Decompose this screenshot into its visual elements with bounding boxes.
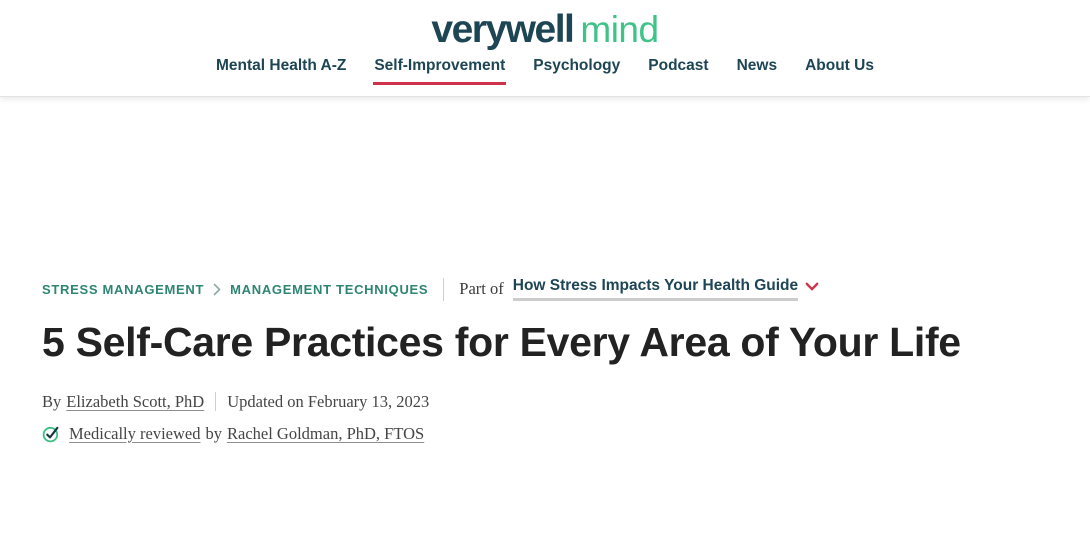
nav-item-psychology[interactable]: Psychology	[533, 57, 621, 74]
breadcrumb-category-link[interactable]: STRESS MANAGEMENT	[42, 281, 205, 297]
reviewer-link[interactable]: Rachel Goldman, PhD, FTOS	[226, 423, 425, 443]
site-logo[interactable]	[431, 8, 658, 52]
chevron-right-icon	[213, 283, 221, 296]
nav-item-self-improvement[interactable]: Self-Improvement	[373, 55, 506, 85]
breadcrumb	[42, 277, 1050, 301]
review-by-text: by	[205, 423, 222, 443]
article-header	[0, 97, 1090, 444]
site-header	[0, 0, 1090, 97]
medically-reviewed-link[interactable]: Medically reviewed	[69, 423, 201, 443]
nav-item-about-us[interactable]: About Us	[805, 57, 874, 74]
author-link[interactable]: Elizabeth Scott, PhD	[66, 391, 205, 411]
check-circle-icon	[42, 425, 60, 443]
guide-link-label: How Stress Impacts Your Health Guide	[513, 277, 798, 301]
byline	[42, 392, 1050, 412]
medical-review-row	[42, 424, 1050, 444]
breadcrumb-subcategory-link[interactable]: MANAGEMENT TECHNIQUES	[230, 281, 429, 297]
chevron-down-icon	[805, 279, 819, 297]
part-of-label: Part of	[459, 279, 504, 298]
nav-item-mental-health-az[interactable]: Mental Health A-Z	[216, 57, 347, 74]
logo-text-mind: mind	[580, 9, 659, 50]
guide-dropdown-link[interactable]	[513, 277, 819, 301]
logo-text-verywell: verywell	[431, 8, 574, 51]
updated-date: Updated on February 13, 2023	[227, 391, 430, 411]
main-navigation	[0, 55, 1090, 85]
page-title: 5 Self-Care Practices for Every Area of Your Life	[42, 319, 961, 365]
vertical-divider	[215, 392, 216, 411]
byline-prefix: By	[42, 391, 62, 411]
vertical-divider	[443, 278, 444, 301]
nav-item-podcast[interactable]: Podcast	[648, 57, 709, 74]
nav-item-news[interactable]: News	[736, 57, 778, 74]
